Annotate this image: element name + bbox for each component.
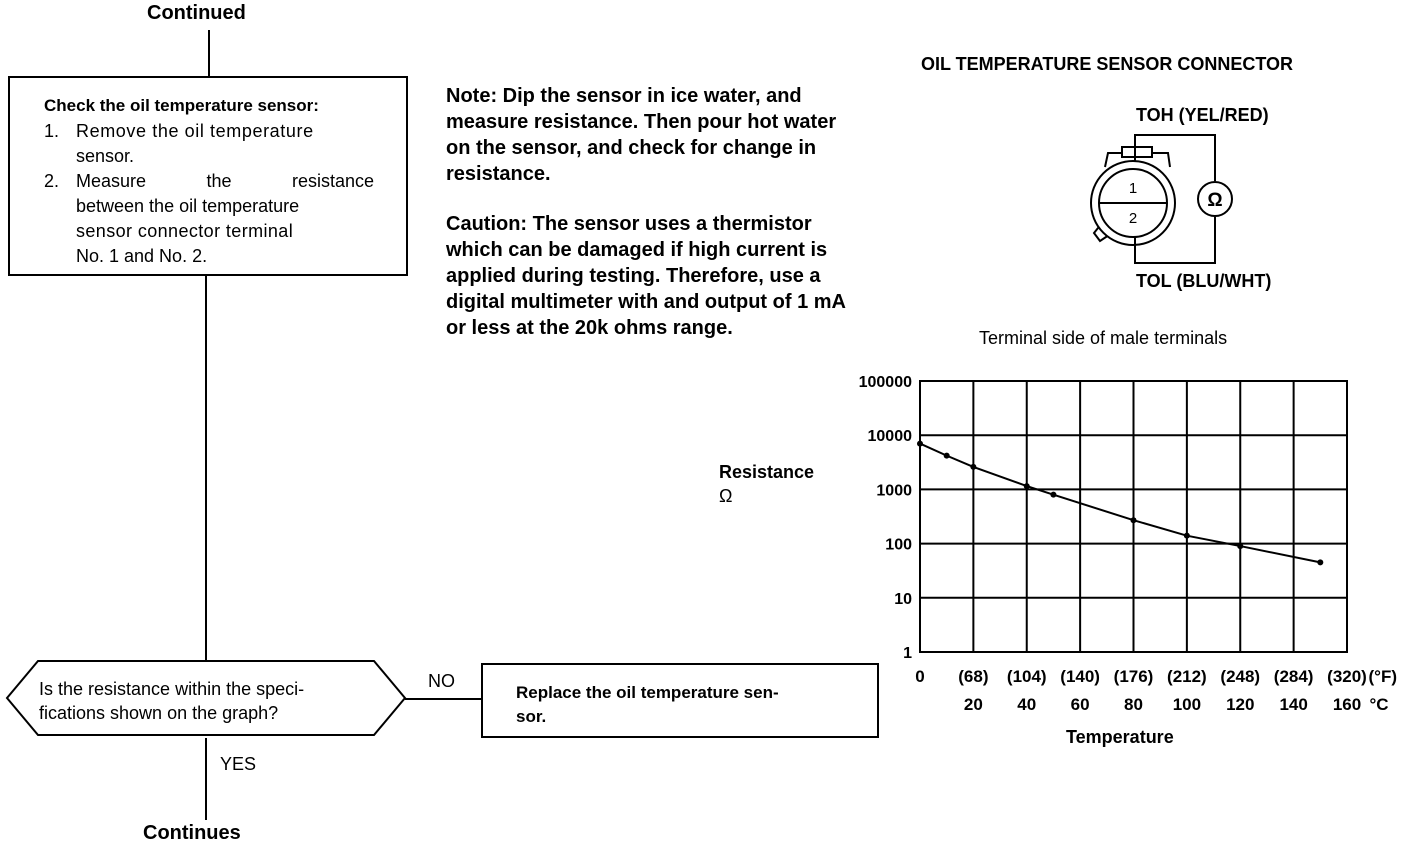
x-tick-label-celsius: 20 — [963, 695, 983, 714]
step-2-line-1: Measure the resistance — [76, 171, 374, 191]
x-unit-celsius: °C — [1369, 695, 1389, 714]
y-tick-label: 1000 — [876, 482, 912, 500]
step-2-line-3: sensor connector terminal — [76, 221, 294, 241]
x-tick-label-fahrenheit: (176) — [1113, 667, 1154, 686]
x-tick-label-celsius: 100 — [1172, 695, 1202, 714]
data-point — [1237, 543, 1243, 549]
x-tick-label-celsius: 40 — [1017, 695, 1037, 714]
replace-sensor-box — [481, 663, 879, 738]
x-tick-label-fahrenheit: (212) — [1167, 667, 1207, 686]
data-point — [1184, 533, 1190, 539]
step-2-line-4: No. 1 and No. 2. — [76, 246, 208, 266]
y-axis-label: Resistance — [719, 462, 815, 482]
tol-label: TOL (BLU/WHT) — [1136, 271, 1272, 291]
no-label: NO — [428, 671, 455, 691]
x-tick-label-fahrenheit: (104) — [1006, 667, 1047, 686]
decision-question-line-2: fications shown on the graph? — [39, 703, 279, 723]
data-point — [917, 441, 923, 447]
continued-label: Continued — [147, 2, 246, 24]
x-tick-label-fahrenheit: (320) — [1327, 667, 1367, 686]
data-point — [944, 453, 950, 459]
step-2-line-2: between the oil temperature — [76, 196, 300, 216]
continues-label: Continues — [143, 822, 241, 844]
no-branch-line — [405, 698, 483, 700]
x-tick-label-fahrenheit: (248) — [1220, 667, 1261, 686]
x-tick-label-celsius: 60 — [1070, 695, 1090, 714]
data-point — [1317, 559, 1323, 565]
decision-question-line-1: Is the resistance within the speci- — [39, 679, 305, 699]
connector-caption: Terminal side of male terminals — [979, 328, 1228, 348]
x-tick-label-celsius: 160 — [1332, 695, 1362, 714]
terminal-1-label: 1 — [1128, 180, 1138, 197]
note-line-3: on the sensor, and check for change in — [446, 137, 817, 159]
y-axis-unit: Ω — [719, 486, 733, 506]
caution-line-2: which can be damaged if high current is — [446, 239, 828, 261]
data-point — [1024, 483, 1030, 489]
y-tick-label: 1 — [903, 645, 912, 662]
step-1-line-2: sensor. — [76, 146, 135, 166]
data-point — [1131, 517, 1137, 523]
yes-label: YES — [220, 754, 257, 774]
x-axis-label: Temperature — [1066, 727, 1174, 747]
yes-branch-line — [205, 738, 207, 820]
step-2-number: 2. — [44, 171, 60, 191]
y-tick-label: 100000 — [858, 374, 912, 391]
x-tick-label-celsius: 0 — [915, 667, 925, 686]
x-tick-label-celsius: 140 — [1279, 695, 1308, 714]
caution-text — [446, 211, 846, 341]
flow-connector-top — [208, 30, 210, 78]
connector-lock-tab — [1122, 147, 1152, 157]
x-tick-label-celsius: 120 — [1226, 695, 1255, 714]
toh-label: TOH (YEL/RED) — [1136, 105, 1269, 125]
connector-title: OIL TEMPERATURE SENSOR CONNECTOR — [921, 54, 1294, 74]
caution-line-1: Caution: The sensor uses a thermistor — [446, 213, 812, 235]
data-point — [1050, 492, 1056, 498]
caution-line-5: or less at the 20k ohms range. — [446, 317, 733, 339]
check-sensor-box — [8, 76, 408, 276]
check-box-title: Check the oil temperature sensor: — [44, 96, 319, 115]
y-tick-label: 10000 — [867, 428, 912, 446]
x-tick-label-fahrenheit: (68) — [958, 667, 989, 686]
caution-line-4: digital multimeter with and output of 1 mA — [446, 291, 846, 313]
terminal-2-label: 2 — [1128, 210, 1138, 227]
note-line-2: measure resistance. Then pour hot water — [446, 111, 837, 133]
y-tick-label: 100 — [885, 536, 912, 554]
connector-diagram — [1080, 125, 1250, 275]
x-tick-label-fahrenheit: (140) — [1060, 667, 1100, 686]
note-line-1: Note: Dip the sensor in ice water, and — [446, 85, 802, 107]
data-point — [970, 464, 976, 470]
x-tick-label-fahrenheit: (284) — [1273, 667, 1314, 686]
note-text — [446, 83, 836, 187]
resistance-temperature-chart — [830, 370, 1408, 720]
note-line-4: resistance. — [446, 163, 551, 185]
y-tick-label: 10 — [894, 590, 912, 608]
x-unit-fahrenheit: (°F) — [1368, 667, 1397, 686]
step-1-number: 1. — [44, 121, 60, 141]
x-tick-label-celsius: 80 — [1124, 695, 1143, 714]
flow-connector-middle — [205, 276, 207, 662]
replace-line-2: sor. — [516, 707, 547, 726]
ohmmeter-symbol: Ω — [1207, 190, 1223, 211]
step-1-line-1: Remove the oil temperature — [76, 121, 314, 141]
caution-line-3: applied during testing. Therefore, use a — [446, 265, 821, 287]
replace-line-1: Replace the oil temperature sen- — [516, 683, 779, 702]
